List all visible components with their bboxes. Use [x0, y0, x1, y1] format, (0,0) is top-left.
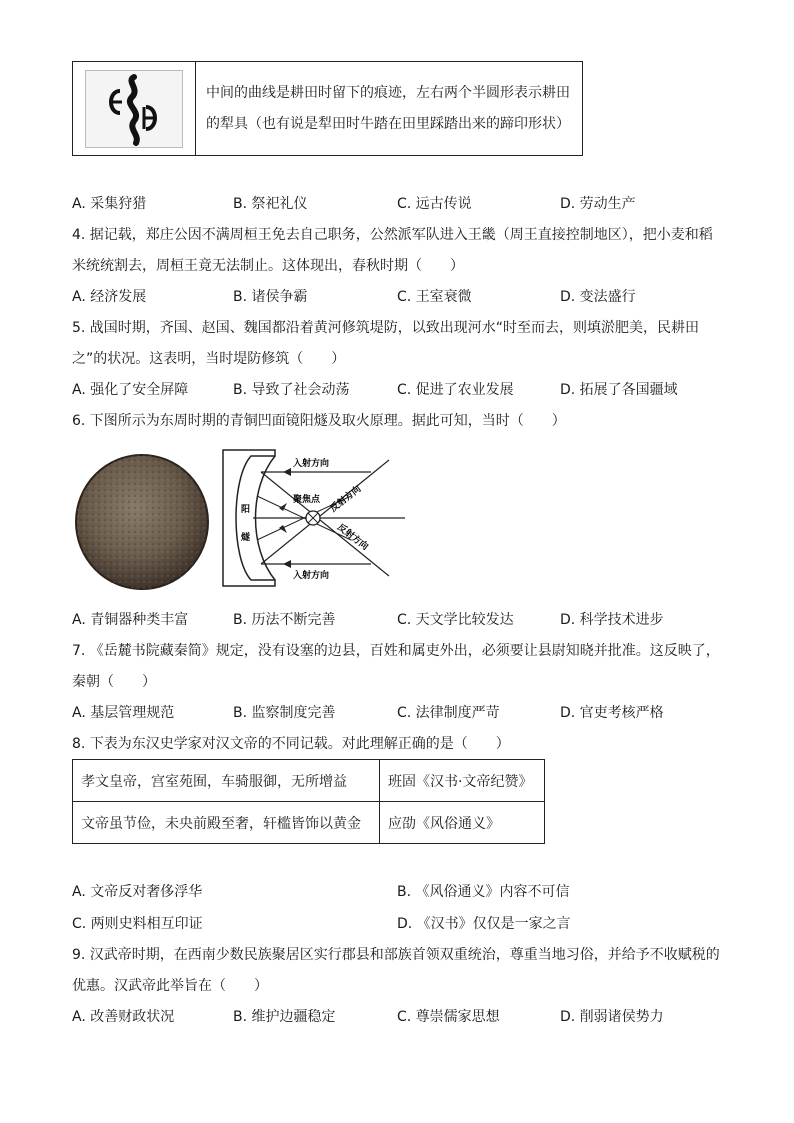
q9-stem-line2: 优惠。汉武帝此举旨在（ ） — [72, 978, 268, 994]
q5-option-c[interactable]: C. 促进了农业发展 — [397, 382, 514, 398]
focus-diagram-svg — [221, 448, 407, 588]
glyph-cell — [73, 62, 196, 156]
q6-option-b[interactable]: B. 历法不断完善 — [233, 612, 336, 628]
q7-option-c[interactable]: C. 法律制度严苛 — [397, 705, 500, 721]
q3-option-d[interactable]: D. 劳动生产 — [560, 196, 636, 212]
q7-option-b[interactable]: B. 监察制度完善 — [233, 705, 336, 721]
q9-option-b[interactable]: B. 维护边疆稳定 — [233, 1009, 336, 1025]
q9-option-c[interactable]: C. 尊崇儒家思想 — [397, 1009, 500, 1025]
mirror-char-sui: 燧 — [241, 533, 251, 543]
bronze-mirror-icon — [74, 453, 210, 591]
q5-option-b[interactable]: B. 导致了社会动荡 — [233, 382, 350, 398]
glyph-table — [72, 61, 583, 156]
reflect-bottom-label: 反射方向 — [335, 522, 370, 553]
q8-row2-text: 文帝虽节俭，未央前殿至奢，轩槛皆饰以黄金 — [73, 802, 380, 844]
q8-option-a[interactable]: A. 文帝反对奢侈浮华 — [72, 884, 203, 900]
yangsui-diagram — [221, 448, 407, 588]
q8-row1-source: 班固《汉书·文帝纪赞》 — [380, 760, 545, 802]
q8-option-d[interactable]: D. 《汉书》仅仅是一家之言 — [397, 916, 571, 932]
glyph-caption-cell — [196, 62, 583, 156]
incoming-bottom-label: 入射方向 — [293, 571, 330, 581]
q4-stem-line2: 米统统割去，周桓王竟无法制止。这体现出，春秋时期（ ） — [72, 258, 464, 274]
table-row — [73, 802, 545, 844]
reflect-top-label: 反射方向 — [328, 484, 364, 515]
incoming-top-label: 入射方向 — [293, 459, 330, 469]
q8-row2-source: 应劭《风俗通义》 — [380, 802, 545, 844]
q8-row1-text: 孝文皇帝，宫室苑囿，车骑服御，无所增益 — [73, 760, 380, 802]
q8-stem-line1: 8. 下表为东汉史学家对汉文帝的不同记载。对此理解正确的是（ ） — [72, 736, 510, 752]
q6-stem-line1: 6. 下图所示为东周时期的青铜凹面镜阳燧及取火原理。据此可知，当时（ ） — [72, 413, 566, 429]
q9-stem-line1: 9. 汉武帝时期，在西南少数民族聚居区实行郡县和部族首领双重统治，尊重当地习俗，并给予不收赋税的 — [72, 947, 720, 963]
q5-option-a[interactable]: A. 强化了安全屏障 — [72, 382, 189, 398]
q7-option-a[interactable]: A. 基层管理规范 — [72, 705, 175, 721]
focus-label: 聚焦点 — [293, 495, 321, 505]
q8-option-b[interactable]: B. 《风俗通义》内容不可信 — [397, 884, 570, 900]
ancient-character-image — [85, 70, 183, 148]
glyph-caption-line2: 的犁具（也有说是犁田时牛踏在田里踩踏出来的蹄印形状） — [206, 115, 570, 132]
q5-stem-line2: 之”的状况。这表明，当时堤防修筑（ ） — [72, 351, 346, 367]
q6-option-d[interactable]: D. 科学技术进步 — [560, 612, 664, 628]
q7-option-d[interactable]: D. 官吏考核严格 — [560, 705, 664, 721]
q5-stem-line1: 5. 战国时期，齐国、赵国、魏国都沿着黄河修筑堤防，以致出现河水“时至而去，则填淤肥美，民耕田 — [72, 320, 700, 336]
q8-source-table — [72, 759, 545, 844]
bronze-mirror-photo — [74, 453, 210, 591]
q4-option-d[interactable]: D. 变法盛行 — [560, 289, 636, 305]
q7-stem-line1: 7. 《岳麓书院藏秦简》规定，没有设塞的边县，百姓和属吏外出，必须要让县尉知晓并批准。这反映了， — [72, 643, 720, 659]
q4-option-a[interactable]: A. 经济发展 — [72, 289, 147, 305]
q4-option-b[interactable]: B. 诸侯争霸 — [233, 289, 308, 305]
q4-option-c[interactable]: C. 王室衰微 — [397, 289, 472, 305]
q9-option-d[interactable]: D. 削弱诸侯势力 — [560, 1009, 664, 1025]
q3-option-c[interactable]: C. 远古传说 — [397, 196, 472, 212]
q8-option-c[interactable]: C. 两则史料相互印证 — [72, 916, 203, 932]
ancient-glyph-icon — [86, 71, 182, 147]
mirror-char-yang: 阳 — [241, 505, 251, 515]
q6-option-a[interactable]: A. 青铜器种类丰富 — [72, 612, 189, 628]
q9-option-a[interactable]: A. 改善财政状况 — [72, 1009, 175, 1025]
q4-stem-line1: 4. 据记载，郑庄公因不满周桓王免去自己职务，公然派军队进入王畿（周王直接控制地区），把小麦和稻 — [72, 227, 713, 243]
table-row — [73, 760, 545, 802]
q3-option-b[interactable]: B. 祭祀礼仪 — [233, 196, 308, 212]
q7-stem-line2: 秦朝（ ） — [72, 674, 156, 690]
q3-option-a[interactable]: A. 采集狩猎 — [72, 196, 147, 212]
glyph-caption-line1: 中间的曲线是耕田时留下的痕迹，左右两个半圆形表示耕田 — [206, 84, 570, 101]
q6-option-c[interactable]: C. 天文学比较发达 — [397, 612, 514, 628]
q5-option-d[interactable]: D. 拓展了各国疆域 — [560, 382, 678, 398]
